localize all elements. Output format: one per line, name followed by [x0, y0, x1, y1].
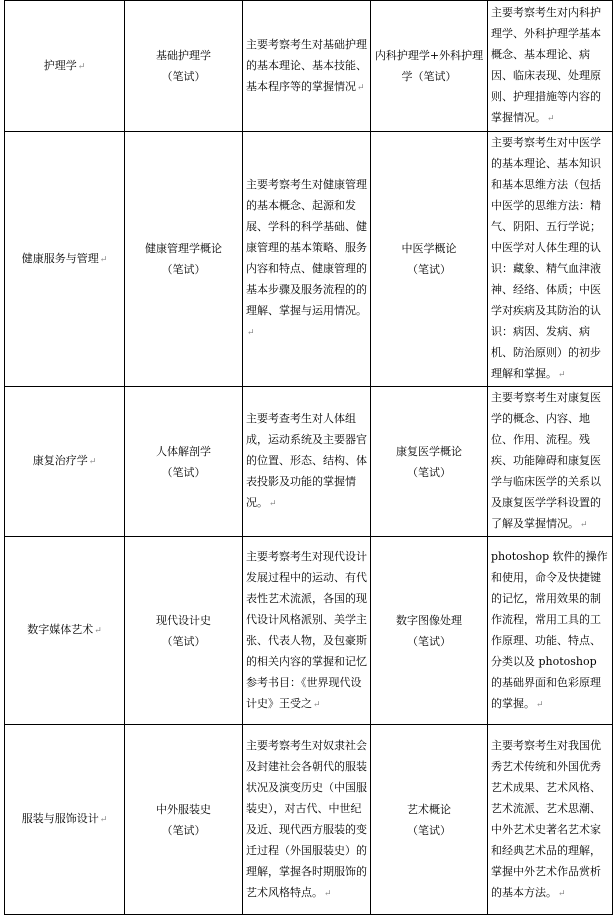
course2-type: 学（笔试）	[401, 70, 457, 83]
major-cell	[5, 725, 125, 915]
major-name: 健康服务与管理	[21, 251, 99, 265]
course2-cell	[371, 725, 488, 915]
course2-desc-cell	[488, 537, 613, 725]
exam-subjects-table	[4, 0, 613, 915]
paragraph-mark-icon: ↵	[580, 520, 588, 530]
course1-cell	[125, 725, 243, 915]
course2-desc: photoshop 软件的操作和使用，命令及快捷键的记忆，常用效果的制作流程，常用工具的工作原理、功能、特点、分类以及 photoshop 的基础界面和色彩原理的掌握。	[491, 549, 608, 710]
course2-desc: 主要考察考生对内科护理学、外科护理学基本概念、基本理论、病因、临床表现、处理原则、护理措施等内容的掌握情况。	[491, 6, 601, 124]
course1-reference: 参考书目：《世界现代设计史》王受之	[246, 675, 362, 710]
course2-name: 康复医学概论	[396, 444, 462, 458]
course2-name: 中医学概论	[401, 242, 457, 255]
paragraph-mark-icon: ↵	[99, 254, 108, 265]
course2-desc-cell	[488, 1, 613, 132]
course2-type: （笔试）	[407, 465, 451, 479]
course2-desc: 主要考察考生对我国优秀艺术传统和外国优秀艺术成果、艺术风格、艺术流派、艺术思潮、中外艺术史著名艺术家和经典艺术品的理解，掌握中外艺术作品赏析的基本方法。	[491, 738, 601, 899]
paragraph-mark-icon: ↵	[313, 699, 321, 710]
course1-name: 健康管理学概论	[145, 242, 222, 255]
course2-desc-cell	[488, 725, 613, 915]
course2-cell	[371, 132, 488, 387]
table-row	[5, 725, 613, 915]
table-row	[5, 387, 613, 537]
course2-type: （笔试）	[407, 823, 451, 837]
paragraph-mark-icon: ↵	[536, 699, 544, 710]
course2-name: 数字图像处理	[396, 613, 462, 627]
table-row	[5, 1, 613, 132]
table-row	[5, 132, 613, 387]
course1-cell	[125, 537, 243, 725]
course2-desc-cell	[488, 387, 613, 537]
exam-table-wrapper	[4, 0, 613, 915]
course1-desc-cell	[243, 725, 371, 915]
major-name: 康复治疗学	[32, 454, 88, 467]
course2-type: （笔试）	[407, 263, 451, 276]
course2-cell	[371, 1, 488, 132]
paragraph-mark-icon: ↵	[77, 61, 86, 72]
course1-name: 现代设计史	[156, 613, 211, 627]
paragraph-mark-icon: ↵	[269, 499, 277, 509]
course1-type: （笔试）	[161, 823, 206, 837]
course2-name: 内科护理学+外科护理	[374, 49, 484, 62]
course1-name: 基础护理学	[156, 49, 211, 62]
course1-type: （笔试）	[161, 465, 206, 479]
course2-name: 艺术概论	[407, 802, 451, 816]
paragraph-mark-icon: ↵	[99, 815, 108, 825]
course2-desc: 主要考察考生对中医学的基本理论、基本知识和基本思维方法（包括中医学的思维方法：精气、阴阳、五行学说；中医学对人体生理的认识：藏象、精气血津液神、经络、体质；中医学对疾病及其防治的认识：病因、发病、病机、防治原则）的初步理解和掌握。	[491, 136, 601, 380]
course1-cell	[125, 132, 243, 387]
course1-desc: 主要考察考生对奴隶社会及封建社会各朝代的服装状况及演变历史（中国服装史），对古代、中世纪及近、现代西方服装的变迁过程（外国服装史）的理解，掌握各时期服饰的艺术风格特点。	[246, 738, 367, 899]
course1-desc: 主要考查考生对人体组成，运动系统及主要器官的位置、形态、结构、体表投影及功能的掌握情况。	[246, 412, 367, 509]
paragraph-mark-icon: ↵	[247, 328, 255, 338]
course1-desc: 主要考察考生对现代设计发展过程中的运动、有代表性艺术流派，各国的现代设计风格派别、美学主张、代表人物，及包豪斯的相关内容的掌握和记忆	[246, 549, 367, 668]
table-row	[5, 537, 613, 725]
course1-type: （笔试）	[161, 634, 206, 648]
paragraph-mark-icon: ↵	[357, 82, 365, 93]
major-cell	[5, 132, 125, 387]
course1-desc: 主要考察考生对健康管理的基本概念、起源和发展、学科的科学基础、健康管理的基本策略、服务内容和特点、健康管理的基本步骤及服务流程的的理解、掌握与运用情况。	[246, 178, 367, 317]
major-cell	[5, 387, 125, 537]
major-cell	[5, 537, 125, 725]
course1-name: 人体解剖学	[156, 444, 211, 458]
course1-type: （笔试）	[161, 263, 206, 276]
course1-desc-cell	[243, 1, 371, 132]
course2-desc: 主要考察考生对康复医学的概念、内容、地位、作用、流程。残疾、功能障碍和康复医学与临床医学的关系以及康复医学学科设置的了解及掌握情况。	[491, 391, 601, 530]
course1-desc-cell	[243, 537, 371, 725]
paragraph-mark-icon: ↵	[324, 888, 332, 899]
course1-cell	[125, 387, 243, 537]
paragraph-mark-icon: ↵	[94, 626, 102, 636]
paragraph-mark-icon: ↵	[558, 370, 566, 380]
course1-name: 中外服装史	[156, 802, 211, 816]
course2-cell	[371, 387, 488, 537]
course2-type: （笔试）	[407, 634, 451, 648]
major-cell	[5, 1, 125, 132]
major-name: 数字媒体艺术	[27, 623, 94, 636]
course1-desc-cell	[243, 132, 371, 387]
course1-desc-cell	[243, 387, 371, 537]
major-name: 护理学	[43, 58, 77, 72]
course1-desc: 主要考察考生对基础护理的基本理论、基本技能、基本程序等的掌握情况	[246, 37, 367, 93]
course1-cell	[125, 1, 243, 132]
major-name: 服装与服饰设计	[21, 812, 99, 825]
course1-type: （笔试）	[161, 70, 206, 83]
paragraph-mark-icon: ↵	[88, 457, 97, 467]
course2-desc-cell	[488, 132, 613, 387]
course2-cell	[371, 537, 488, 725]
paragraph-mark-icon: ↵	[558, 888, 566, 899]
paragraph-mark-icon: ↵	[547, 114, 555, 124]
